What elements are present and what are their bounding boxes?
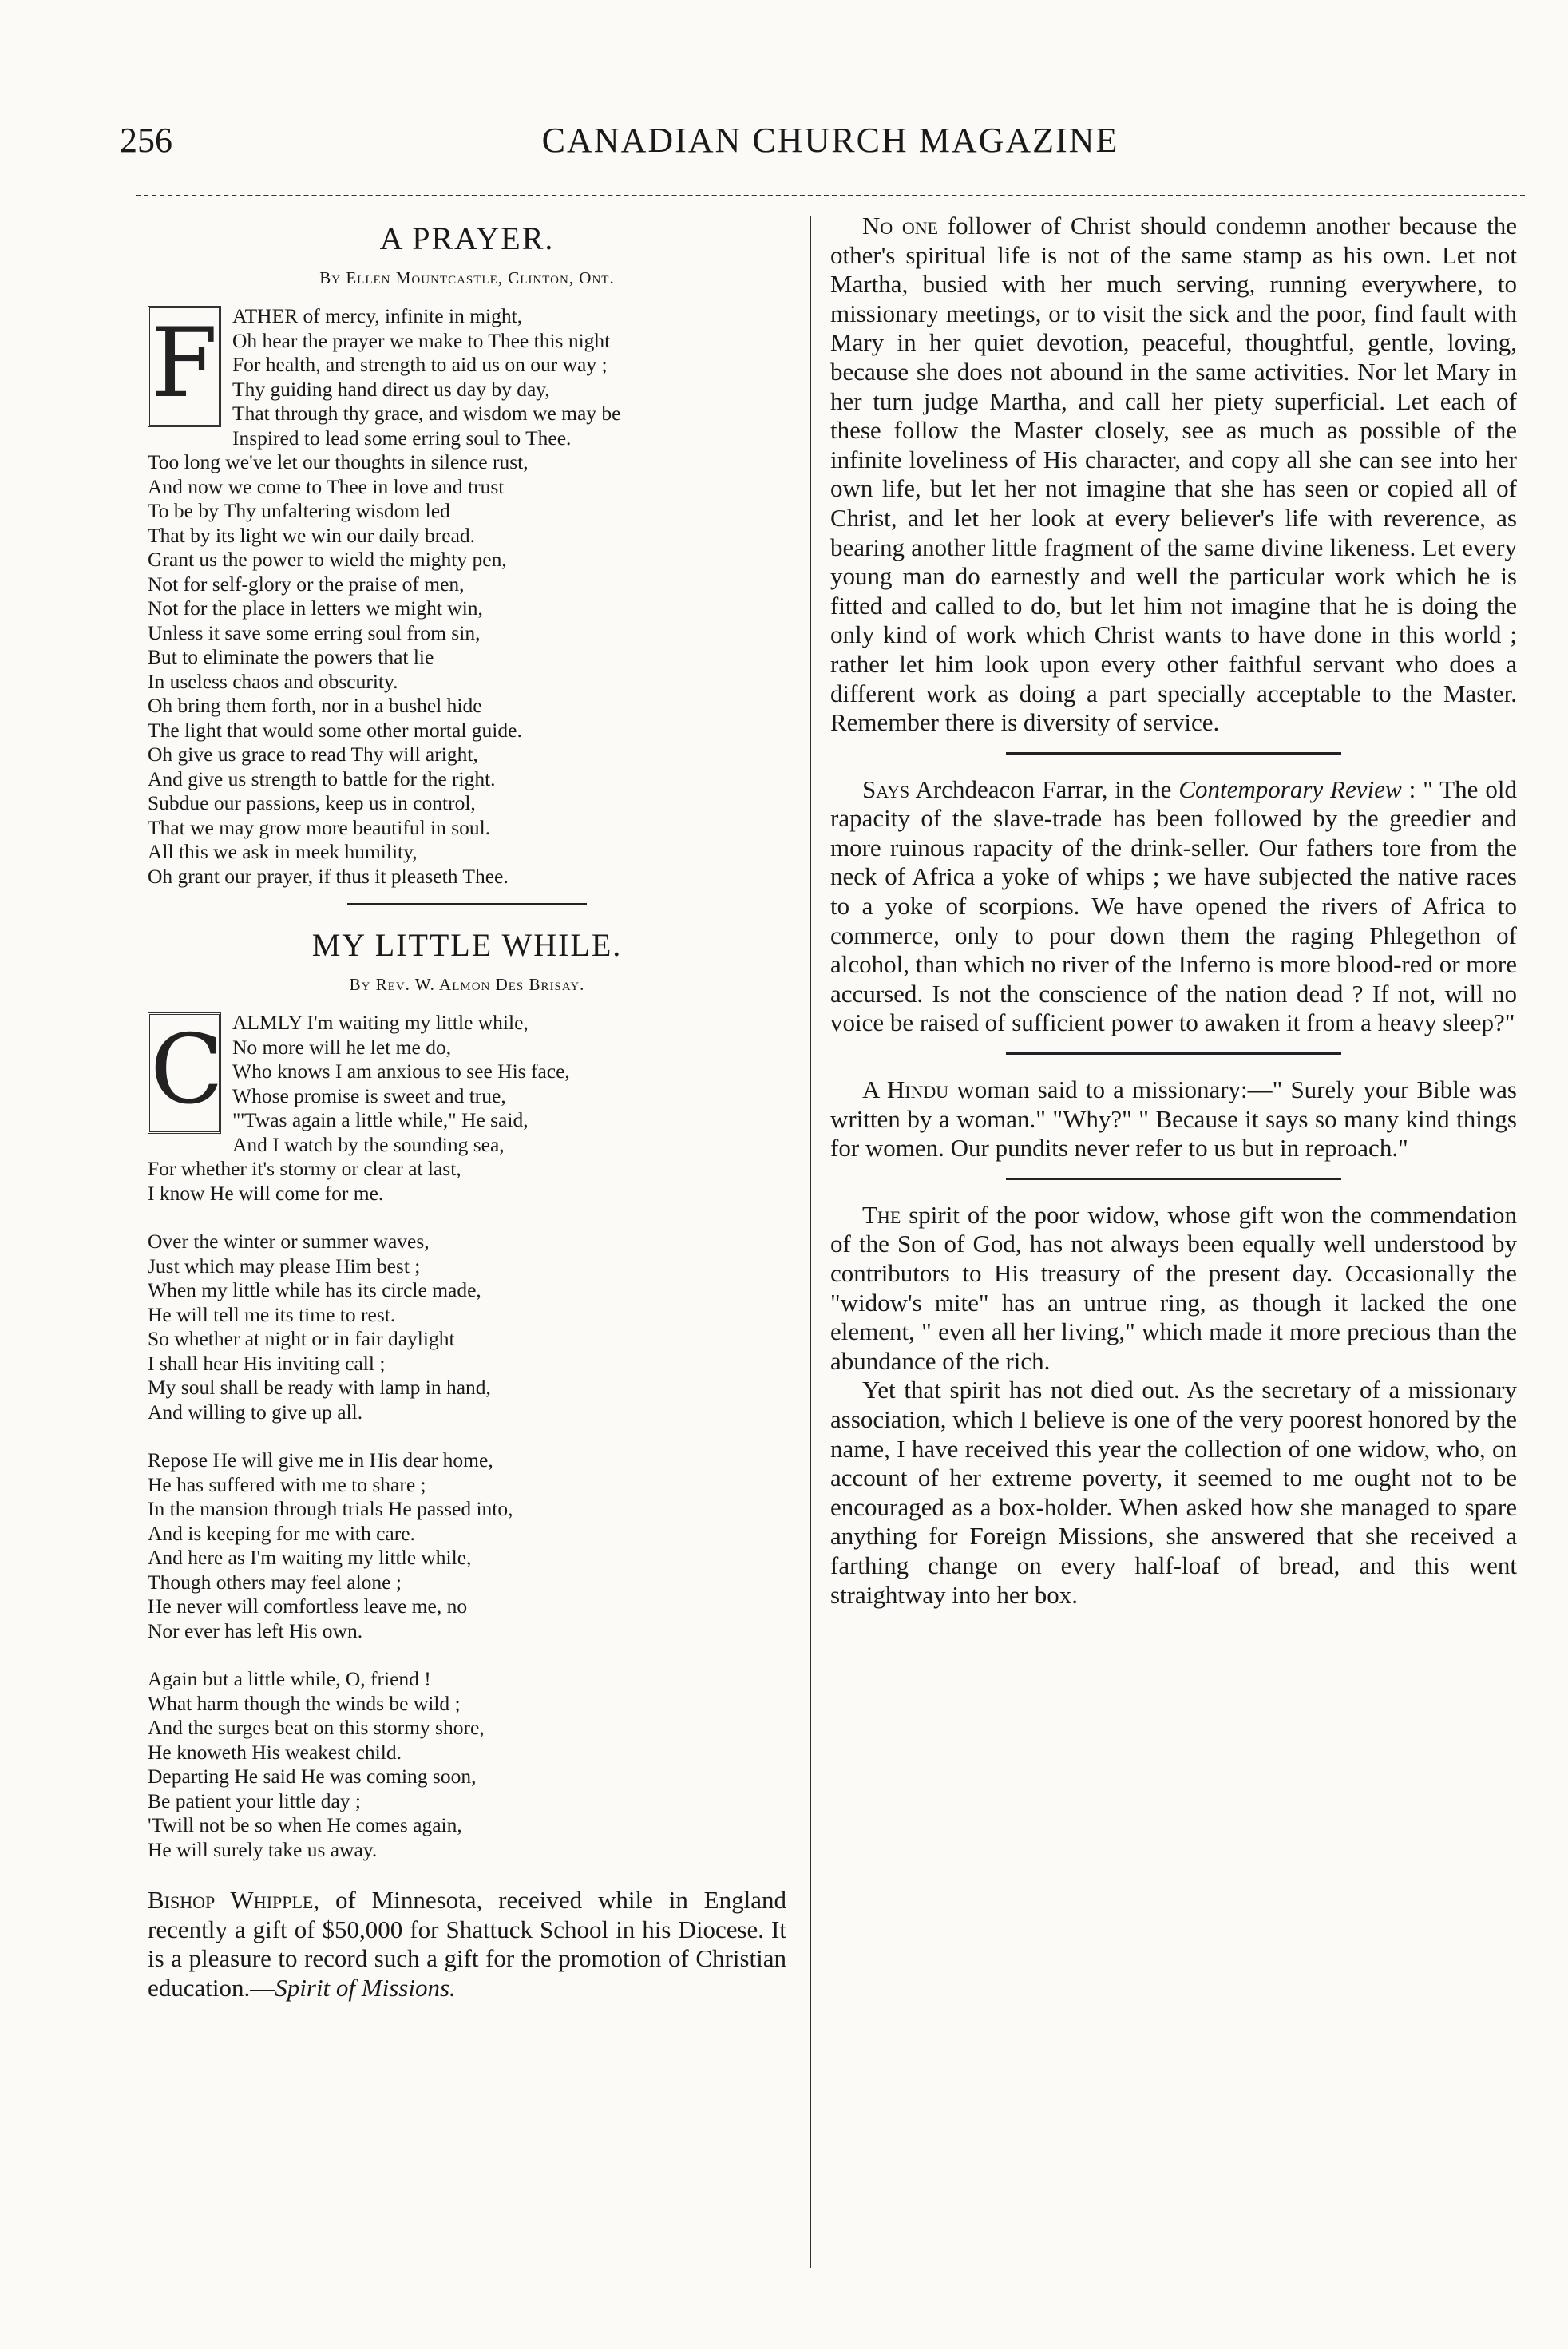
- poem-line: When my little while has its circle made,: [148, 1278, 481, 1301]
- poem-line: ALMLY I'm waiting my little while,: [232, 1011, 529, 1034]
- whipple-text: of Minnesota, received while in England recently a gift of $50,000 for Shattuck School in his Diocese. It is a pleasure to record such a gift for the promotion of Christian education.—: [148, 1886, 786, 2002]
- page-header: [120, 120, 1541, 176]
- poem-line: What harm though the winds be wild ;: [148, 1691, 461, 1715]
- widow-lead: The: [862, 1200, 901, 1229]
- poem-line: He knoweth His weakest child.: [148, 1740, 402, 1764]
- hindu-paragraph: [830, 1075, 1517, 1163]
- martha-mary-paragraph: [830, 212, 1517, 738]
- poem-line: "'Twas again a little while," He said,: [232, 1108, 529, 1131]
- left-column: [148, 212, 786, 2002]
- poem-line: Not for self-glory or the praise of men,: [148, 572, 465, 596]
- hindu-text: woman said to a missionary:—" Surely your Bible was written by a woman." "Why?" " Because it says so many kind things for women. Our pundits never refer to us but in reproach.": [830, 1075, 1517, 1163]
- running-title: CANADIAN CHURCH MAGAZINE: [541, 121, 1119, 160]
- drop-cap-c: C: [148, 1012, 221, 1134]
- poem-line: He has suffered with me to share ;: [148, 1472, 426, 1496]
- poem-line: But to eliminate the powers that lie: [148, 645, 434, 668]
- poem-line: The light that would some other mortal guide.: [148, 718, 522, 742]
- poem-line: ATHER of mercy, infinite in might,: [232, 304, 523, 327]
- poem-line: Unless it save some erring soul from sin,: [148, 620, 481, 644]
- section-rule: [1006, 752, 1341, 755]
- poem-line: For health, and strength to aid us on our way ;: [232, 353, 608, 376]
- poem-line: And now we come to Thee in love and trust: [148, 474, 505, 498]
- poem-a-prayer: [148, 304, 786, 889]
- farrar-journal: Contemporary Review: [1178, 774, 1402, 803]
- farrar-text: : " The old rapacity of the slave-trade has been followed by the greedier and more ruinous rapacity of the drink-seller. Our fathers tore from the neck of Africa a yoke of whips ; we have subjected the native races to a yoke of scorpions. We have opened the rivers of Africa to commerce, only to pour down them the raging Phlegethon of alcohol, than which no river of the Inferno is more blood-red or more accursed. Is not the conscience of the nation dead ? If not, will no voice be raised of sufficient power to awaken it from a heavy sleep?": [830, 774, 1518, 1037]
- poem-line: Repose He will give me in His dear home,: [148, 1448, 493, 1472]
- poem-line: And give us strength to battle for the right.: [148, 766, 496, 790]
- whipple-source: Spirit of Missions.: [275, 1973, 456, 2002]
- stanza-3: [148, 1448, 786, 1643]
- widow-text: spirit of the poor widow, whose gift won the commendation of the Son of God, has not always been equally well understood by contributors to His treasury of the present day. Occasionally the "widow's mite" has an untrue ring, as though it lacked the one element, " even all her living," which made it more precious than the abundance of the rich.: [830, 1200, 1517, 1375]
- farrar-lead: Says: [862, 774, 910, 803]
- poem-line: My soul shall be ready with lamp in hand,: [148, 1376, 491, 1399]
- poem-line: Be patient your little day ;: [148, 1788, 361, 1812]
- poem-line: Thy guiding hand direct us day by day,: [232, 377, 550, 401]
- hindu-lead: A Hindu: [862, 1075, 949, 1104]
- poem-line: He will surely take us away.: [148, 1837, 378, 1861]
- poem-line: And the surges beat on this stormy shore,: [148, 1716, 485, 1739]
- poem-line: In the mansion through trials He passed into,: [148, 1497, 513, 1520]
- poem-line: To be by Thy unfaltering wisdom led: [148, 499, 450, 522]
- poem-line: That through thy grace, and wisdom we may be: [232, 402, 621, 425]
- farrar-paragraph: [830, 775, 1517, 1038]
- poem-line: And is keeping for me with care.: [148, 1521, 415, 1545]
- poem-line: So whether at night or in fair daylight: [148, 1327, 455, 1350]
- poem-line: And willing to give up all.: [148, 1400, 363, 1424]
- header-rule: [136, 195, 1525, 196]
- poem-line: Whose promise is sweet and true,: [232, 1083, 506, 1107]
- column-divider: [810, 216, 811, 2268]
- poem-line: All this we ask in meek humility,: [148, 840, 418, 863]
- poem-line: That we may grow more beautiful in soul.: [148, 815, 491, 839]
- poem-line: Inspired to lead some erring soul to Thee.: [232, 426, 572, 450]
- section-rule: [1006, 1178, 1341, 1180]
- poem-line: Too long we've let our thoughts in silence rust,: [148, 450, 529, 473]
- poem-line: Who knows I am anxious to see His face,: [232, 1060, 570, 1083]
- poem-line: Though others may feel alone ;: [148, 1570, 402, 1594]
- page-number: 256: [120, 121, 172, 160]
- poem-line: I shall hear His inviting call ;: [148, 1351, 386, 1375]
- stanza-4: [148, 1667, 786, 1862]
- poem-my-little-while: [148, 1011, 786, 1862]
- poem-line: Oh grant our prayer, if thus it pleaseth Thee.: [148, 864, 509, 888]
- poem-line: Oh hear the prayer we make to Thee this night: [232, 328, 611, 352]
- poem-line: Oh give us grace to read Thy will aright,: [148, 743, 478, 766]
- widow-paragraph: [830, 1201, 1517, 1377]
- right-column: [830, 212, 1517, 1610]
- section-rule: [1006, 1052, 1341, 1055]
- poem-line: No more will he let me do,: [232, 1035, 452, 1059]
- poem-title-a-prayer: A PRAYER.: [379, 220, 555, 256]
- poem-line: He will tell me its time to rest.: [148, 1302, 396, 1326]
- widow-paragraph-2: Yet that spirit has not died out. As the secretary of a missionary association, which I believe is one of the very poorest honored by the name, I have received this year the collection of one widow, who, on account of her extreme poverty, it seemed to me ought not to be encouraged as a box-holder. When asked how she managed to spare anything for Foreign Missions, she answered that she received a farthing change on every half-loaf of bread, and this went straightway into her box.: [830, 1376, 1518, 1609]
- poem-title-my-little-while: MY LITTLE WHILE.: [311, 927, 623, 963]
- poem-line: And I watch by the sounding sea,: [232, 1132, 505, 1156]
- poem-line: Nor ever has left His own.: [148, 1618, 363, 1642]
- poem-line: Oh bring them forth, nor in a bushel hide: [148, 694, 482, 717]
- poem-line: I know He will come for me.: [148, 1181, 384, 1205]
- drop-cap-f: F: [148, 306, 221, 427]
- poem-line: Just which may please Him best ;: [148, 1254, 421, 1277]
- poem-line: Not for the place in letters we might win,: [148, 596, 483, 620]
- poem-byline-a-prayer: By Ellen Mountcastle, Clinton, Ont.: [319, 268, 615, 287]
- whipple-lead: Bishop Whipple,: [148, 1886, 320, 1914]
- section-rule: [347, 903, 587, 905]
- poem-line: Grant us the power to wield the mighty pen,: [148, 548, 507, 571]
- farrar-pre: Archdeacon Farrar, in the: [909, 774, 1179, 803]
- poem-line: And here as I'm waiting my little while,: [148, 1546, 472, 1569]
- poem-line: In useless chaos and obscurity.: [148, 669, 398, 693]
- poem-line: Over the winter or summer waves,: [148, 1230, 430, 1253]
- poem-byline-my-little-while: By Rev. W. Almon Des Brisay.: [349, 975, 585, 994]
- stanza-1: [148, 1011, 786, 1206]
- poem-line: Departing He said He was coming soon,: [148, 1765, 477, 1788]
- para1-lead: No one: [862, 212, 939, 240]
- poem-line: That by its light we win our daily bread.: [148, 523, 476, 547]
- poem-line: Again but a little while, O, friend !: [148, 1667, 431, 1690]
- stanza-2: [148, 1230, 786, 1424]
- para1-text: follower of Christ should condemn another because the other's spiritual life is not of the same stamp as his own. Let not Martha, busied with her much serving, running everywhere, to missionary meetings, or to visit the sick and the poor, find fault with Mary in her quiet devotion, peaceful, thoughtful, gentle, loving, because she does not abound in the same activities. Nor let Mary in her turn judge Martha, and call her piety superficial. Let each of these follow the Master closely, see as much as possible of the infinite loveliness of His character, and copy all she can see into her own life, but let her not imagine that she has seen or copied all of Christ, and let her look at every believer's life with reverence, as bearing another little fragment of the same divine likeness. Let every young man do earnestly and well the particular work which he is fitted and called to do, but let him not imagine that he is doing the only kind of work which Christ wants to have done in this world ; rather let him look upon every other faithful servant who does a different work as doing a part specially acceptable to the Master. Remember there is diversity of service.: [830, 212, 1517, 737]
- whipple-paragraph: [148, 1886, 786, 2002]
- poem-line: 'Twill not be so when He comes again,: [148, 1813, 462, 1836]
- poem-line: Subdue our passions, keep us in control,: [148, 791, 476, 814]
- poem-line: For whether it's stormy or clear at last,: [148, 1157, 461, 1180]
- poem-line: He never will comfortless leave me, no: [148, 1594, 468, 1618]
